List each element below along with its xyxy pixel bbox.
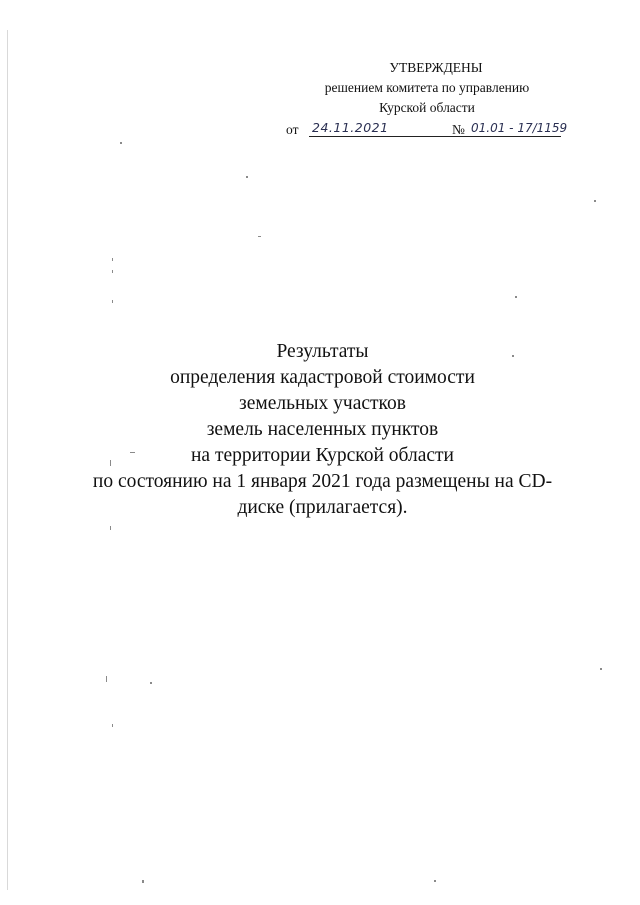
date-label: от xyxy=(286,122,299,137)
main-line-5: на территории Курской области xyxy=(190,445,454,466)
scan-speck xyxy=(120,142,122,144)
main-line-2: определения кадастровой стоимости xyxy=(170,367,475,388)
date-value: 24.11.2021 xyxy=(312,120,389,135)
scan-speck xyxy=(112,270,113,273)
main-line-3: земельных участков xyxy=(239,393,406,414)
scan-speck xyxy=(594,200,596,202)
scan-speck xyxy=(130,452,135,453)
main-line-6: по состоянию на 1 января 2021 года размещены на CD- xyxy=(92,471,553,492)
approval-sign-row xyxy=(282,118,572,140)
scan-speck xyxy=(112,724,113,727)
scan-speck xyxy=(150,682,152,684)
scan-speck xyxy=(142,880,144,883)
scan-speck xyxy=(512,355,514,357)
scan-speck xyxy=(258,236,261,237)
number-field xyxy=(469,118,568,137)
approval-block xyxy=(282,58,572,140)
scan-speck xyxy=(112,258,113,261)
number-label: № xyxy=(452,122,465,137)
approval-line-1: решением комитета по управлению xyxy=(324,80,530,95)
main-text-block xyxy=(40,339,605,521)
main-line-4: земель населенных пунктов xyxy=(206,419,439,440)
scan-speck xyxy=(434,880,436,882)
scan-speck xyxy=(110,526,111,530)
scan-speck xyxy=(600,668,602,670)
scan-speck xyxy=(515,296,517,298)
scan-speck xyxy=(106,676,107,682)
main-line-7: диске (прилагается). xyxy=(237,497,408,518)
scan-speck xyxy=(110,460,111,466)
scan-speck xyxy=(112,300,113,303)
main-line-1: Результаты xyxy=(276,341,369,362)
approval-title: УТВЕРЖДЕНЫ xyxy=(389,60,483,75)
number-value: 01.01 - 17/1159 xyxy=(471,121,568,135)
scan-margin-line xyxy=(7,30,8,890)
approval-line-2: Курской области xyxy=(379,100,475,115)
scan-speck xyxy=(246,176,248,178)
